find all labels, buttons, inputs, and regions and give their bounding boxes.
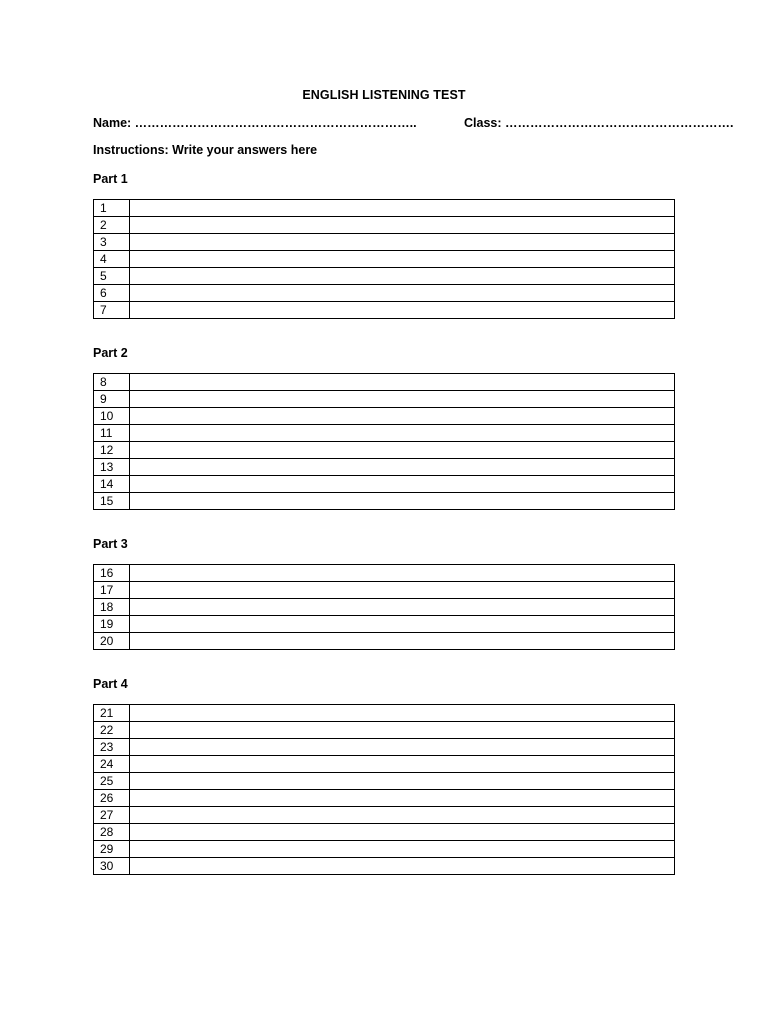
question-number: 13 bbox=[94, 459, 130, 476]
answer-row bbox=[94, 807, 675, 824]
question-number: 25 bbox=[94, 773, 130, 790]
answer-row bbox=[94, 841, 675, 858]
answer-cell[interactable] bbox=[130, 790, 675, 807]
part-1-heading: Part 1 bbox=[93, 172, 128, 186]
answer-cell[interactable] bbox=[130, 633, 675, 650]
answer-cell[interactable] bbox=[130, 374, 675, 391]
answer-cell[interactable] bbox=[130, 476, 675, 493]
answer-cell[interactable] bbox=[130, 858, 675, 875]
part-2-answer-table bbox=[93, 373, 675, 510]
answer-cell[interactable] bbox=[130, 408, 675, 425]
page-title: ENGLISH LISTENING TEST bbox=[302, 88, 466, 102]
question-number: 26 bbox=[94, 790, 130, 807]
answer-row bbox=[94, 773, 675, 790]
answer-cell[interactable] bbox=[130, 616, 675, 633]
question-number: 17 bbox=[94, 582, 130, 599]
answer-row bbox=[94, 425, 675, 442]
question-number: 1 bbox=[94, 200, 130, 217]
answer-cell[interactable] bbox=[130, 705, 675, 722]
answer-row bbox=[94, 200, 675, 217]
answer-row bbox=[94, 408, 675, 425]
answer-row bbox=[94, 790, 675, 807]
answer-cell[interactable] bbox=[130, 756, 675, 773]
question-number: 19 bbox=[94, 616, 130, 633]
answer-row bbox=[94, 217, 675, 234]
answer-row bbox=[94, 858, 675, 875]
part-2-heading: Part 2 bbox=[93, 346, 128, 360]
answer-row bbox=[94, 476, 675, 493]
answer-row bbox=[94, 756, 675, 773]
answer-row bbox=[94, 633, 675, 650]
answer-row bbox=[94, 582, 675, 599]
answer-row bbox=[94, 374, 675, 391]
question-number: 23 bbox=[94, 739, 130, 756]
answer-cell[interactable] bbox=[130, 599, 675, 616]
question-number: 6 bbox=[94, 285, 130, 302]
question-number: 3 bbox=[94, 234, 130, 251]
answer-cell[interactable] bbox=[130, 582, 675, 599]
question-number: 24 bbox=[94, 756, 130, 773]
answer-row bbox=[94, 493, 675, 510]
answer-cell[interactable] bbox=[130, 824, 675, 841]
question-number: 18 bbox=[94, 599, 130, 616]
question-number: 30 bbox=[94, 858, 130, 875]
answer-cell[interactable] bbox=[130, 200, 675, 217]
answer-row bbox=[94, 616, 675, 633]
answer-row bbox=[94, 565, 675, 582]
answer-row bbox=[94, 599, 675, 616]
part-1-answer-table bbox=[93, 199, 675, 319]
class-line: Class: ………………………………………………. bbox=[464, 116, 734, 130]
instructions: Instructions: Write your answers here bbox=[93, 143, 318, 157]
answer-cell[interactable] bbox=[130, 739, 675, 756]
question-number: 27 bbox=[94, 807, 130, 824]
answer-cell[interactable] bbox=[130, 459, 675, 476]
question-number: 20 bbox=[94, 633, 130, 650]
question-number: 16 bbox=[94, 565, 130, 582]
answer-cell[interactable] bbox=[130, 442, 675, 459]
answer-cell[interactable] bbox=[130, 773, 675, 790]
question-number: 10 bbox=[94, 408, 130, 425]
answer-row bbox=[94, 739, 675, 756]
answer-cell[interactable] bbox=[130, 722, 675, 739]
answer-row bbox=[94, 442, 675, 459]
answer-cell[interactable] bbox=[130, 251, 675, 268]
answer-cell[interactable] bbox=[130, 841, 675, 858]
answer-row bbox=[94, 459, 675, 476]
answer-cell[interactable] bbox=[130, 807, 675, 824]
question-number: 9 bbox=[94, 391, 130, 408]
answer-cell[interactable] bbox=[130, 565, 675, 582]
question-number: 4 bbox=[94, 251, 130, 268]
answer-row bbox=[94, 234, 675, 251]
answer-cell[interactable] bbox=[130, 217, 675, 234]
answer-cell[interactable] bbox=[130, 493, 675, 510]
answer-row bbox=[94, 722, 675, 739]
answer-cell[interactable] bbox=[130, 425, 675, 442]
question-number: 12 bbox=[94, 442, 130, 459]
question-number: 29 bbox=[94, 841, 130, 858]
part-3-answer-table bbox=[93, 564, 675, 650]
question-number: 22 bbox=[94, 722, 130, 739]
question-number: 2 bbox=[94, 217, 130, 234]
question-number: 5 bbox=[94, 268, 130, 285]
part-3-heading: Part 3 bbox=[93, 537, 128, 551]
answer-row bbox=[94, 251, 675, 268]
question-number: 14 bbox=[94, 476, 130, 493]
answer-cell[interactable] bbox=[130, 268, 675, 285]
question-number: 21 bbox=[94, 705, 130, 722]
part-4-answer-table bbox=[93, 704, 675, 875]
answer-row bbox=[94, 268, 675, 285]
question-number: 7 bbox=[94, 302, 130, 319]
answer-row bbox=[94, 824, 675, 841]
answer-row bbox=[94, 391, 675, 408]
name-line: Name: ………………………………………………………….. bbox=[93, 116, 417, 130]
answer-cell[interactable] bbox=[130, 285, 675, 302]
question-number: 15 bbox=[94, 493, 130, 510]
part-4-heading: Part 4 bbox=[93, 677, 128, 691]
answer-cell[interactable] bbox=[130, 234, 675, 251]
answer-row bbox=[94, 302, 675, 319]
question-number: 8 bbox=[94, 374, 130, 391]
answer-cell[interactable] bbox=[130, 391, 675, 408]
answer-row bbox=[94, 705, 675, 722]
answer-cell[interactable] bbox=[130, 302, 675, 319]
answer-row bbox=[94, 285, 675, 302]
question-number: 11 bbox=[94, 425, 130, 442]
question-number: 28 bbox=[94, 824, 130, 841]
